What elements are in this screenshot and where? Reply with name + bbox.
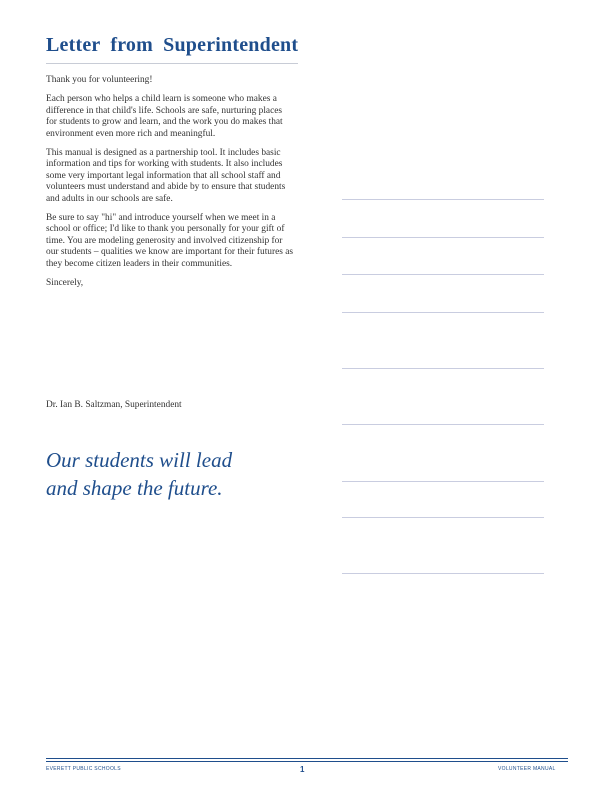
letter-paragraph: This manual is designed as a partnership tool. It includes basic information and tips for working with students. It also includes some very important legal information that all school staff and volunteers must understand and abide by to ensure that students and adults in our schools are safe. [46, 148, 286, 204]
notes-line [342, 237, 544, 238]
notes-line [342, 424, 544, 425]
notes-line [342, 199, 544, 200]
pull-quote-line: and shape the future. [46, 476, 223, 500]
notes-line [342, 517, 544, 518]
footer-left-text: EVERETT PUBLIC SCHOOLS [46, 766, 121, 772]
notes-line [342, 573, 544, 574]
footer-rule [46, 761, 568, 762]
letter-body [46, 75, 294, 298]
letter-signature: Dr. Ian B. Saltzman, Superintendent [46, 400, 182, 410]
notes-line [342, 481, 544, 482]
letter-greeting: Thank you for volunteering! [46, 75, 153, 85]
title-divider [46, 63, 298, 64]
footer-right-text: VOLUNTEER MANUAL [498, 766, 556, 772]
letter-paragraph: Each person who helps a child learn is someone who makes a difference in that child's life. Schools are safe, nurturing places for students to grow and learn, and the work you do makes that environment even more rich and meaningful. [46, 94, 283, 139]
letter-closing: Sincerely, [46, 278, 84, 289]
page-title: Letter from Superintendent [46, 34, 299, 56]
page-number: 1 [300, 765, 305, 774]
pull-quote-line: Our students will lead [46, 448, 233, 472]
notes-line [342, 368, 544, 369]
notes-line [342, 274, 544, 275]
notes-line [342, 312, 544, 313]
footer-rule [46, 758, 568, 759]
pull-quote [46, 446, 306, 502]
letter-paragraph: Be sure to say "hi" and introduce yourself when we meet in a school or office; I'd like to thank you personally for your gift of time. You are modeling generosity and involved citizenship for our students – qualities we know are important for their futures as they become citizen leaders in their communities. [46, 213, 294, 269]
